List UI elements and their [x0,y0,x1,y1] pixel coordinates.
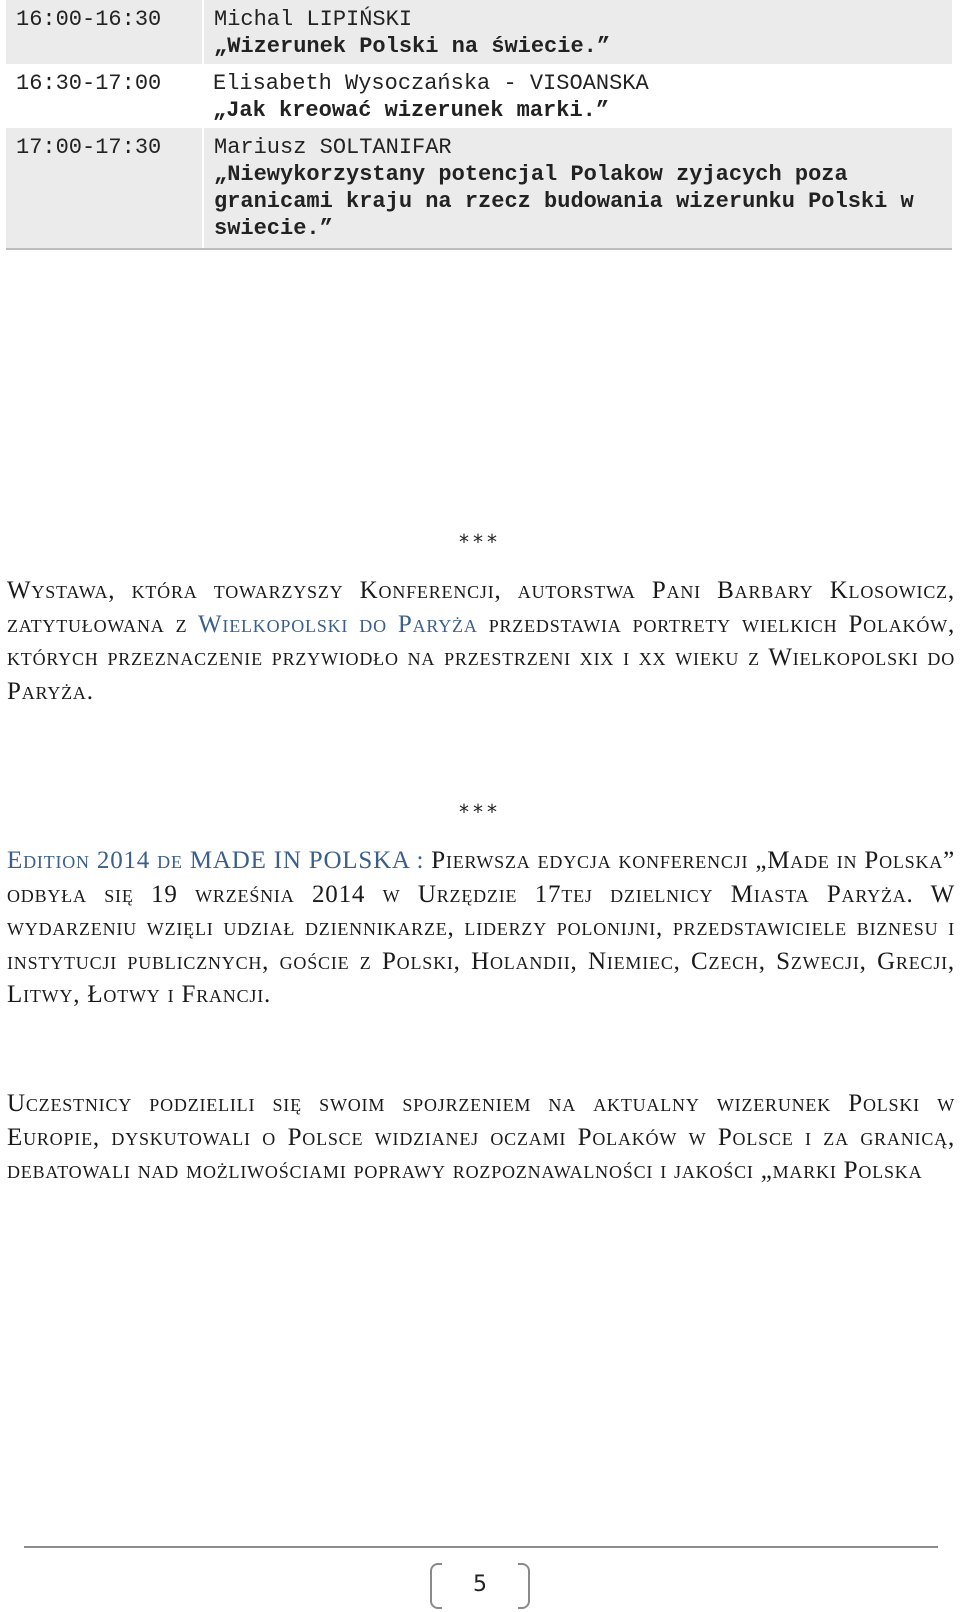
schedule-time: 16:30-17:00 [16,71,162,96]
exhibition-title: Wielkopolski do Paryża [198,610,478,638]
schedule-table [6,0,952,250]
exhibition-text-continued: przedstawia portrety wielkich Polaków, których przeznaczenie przywiodło na przestrzeni xix i xx wieku z Wielkopolski do Paryża. [7,610,955,705]
speaker-name: Elisabeth Wysoczańska - VISOANSKA [213,71,649,96]
talk-title: „Wizerunek Polski na świecie.” [214,34,611,59]
schedule-time: 16:00-16:30 [6,0,203,64]
talk-title: „Jak kreować wizerunek marki.” [213,98,610,123]
exhibition-text: Wystawa, która towarzyszy Konferencji, autorstwa Pani Barbary Klosowicz, zatytułowana z [7,577,955,638]
edition-heading: Edition 2014 de MADE IN POLSKA : [7,847,425,874]
schedule-talk [203,64,952,128]
page-number: 5 [473,1572,487,1597]
schedule-row [6,128,952,249]
schedule-talk [203,0,952,64]
section-separator: *** [459,800,501,824]
speaker-name: Michal LIPIŃSKI [214,7,413,32]
footer-rule [24,1546,938,1548]
exhibition-paragraph [7,574,955,708]
speaker-name: Mariusz SOLTANIFAR [214,135,452,160]
schedule-row [6,0,952,64]
edition-text: Pierwsza edycja konferencji „Made in Polska” odbyła się 19 września 2014 w Urzędzie 17tej dzielnicy Miasta Paryża. W wydarzeniu wzięli udział dziennikarze, liderzy polonijni, przedstawiciele biznesu i instytucji publicznych, goście z Polski, Holandii, Niemiec, Czech, Szwecji, Grecji, Litwy, Łotwy i Francji. [7,847,955,1008]
talk-title: „Niewykorzystany potencjal Polakow zyjacych poza granicami kraju na rzecz budowania wizerunku Polski w swiecie.” [214,162,914,241]
edition-paragraph [7,844,955,1012]
schedule-row [6,64,952,128]
participants-paragraph: Uczestnicy podzielili się swoim spojrzeniem na aktualny wizerunek Polski w Europie, dyskutowali o Polsce widzianej oczami Polaków w Polsce i za granicą, debatowali nad możliwościami poprawy rozpoznawalności i jakości „marki Polska [7,1090,955,1184]
schedule-time: 17:00-17:30 [6,128,203,249]
schedule-talk [203,128,952,249]
section-separator: *** [459,530,501,554]
